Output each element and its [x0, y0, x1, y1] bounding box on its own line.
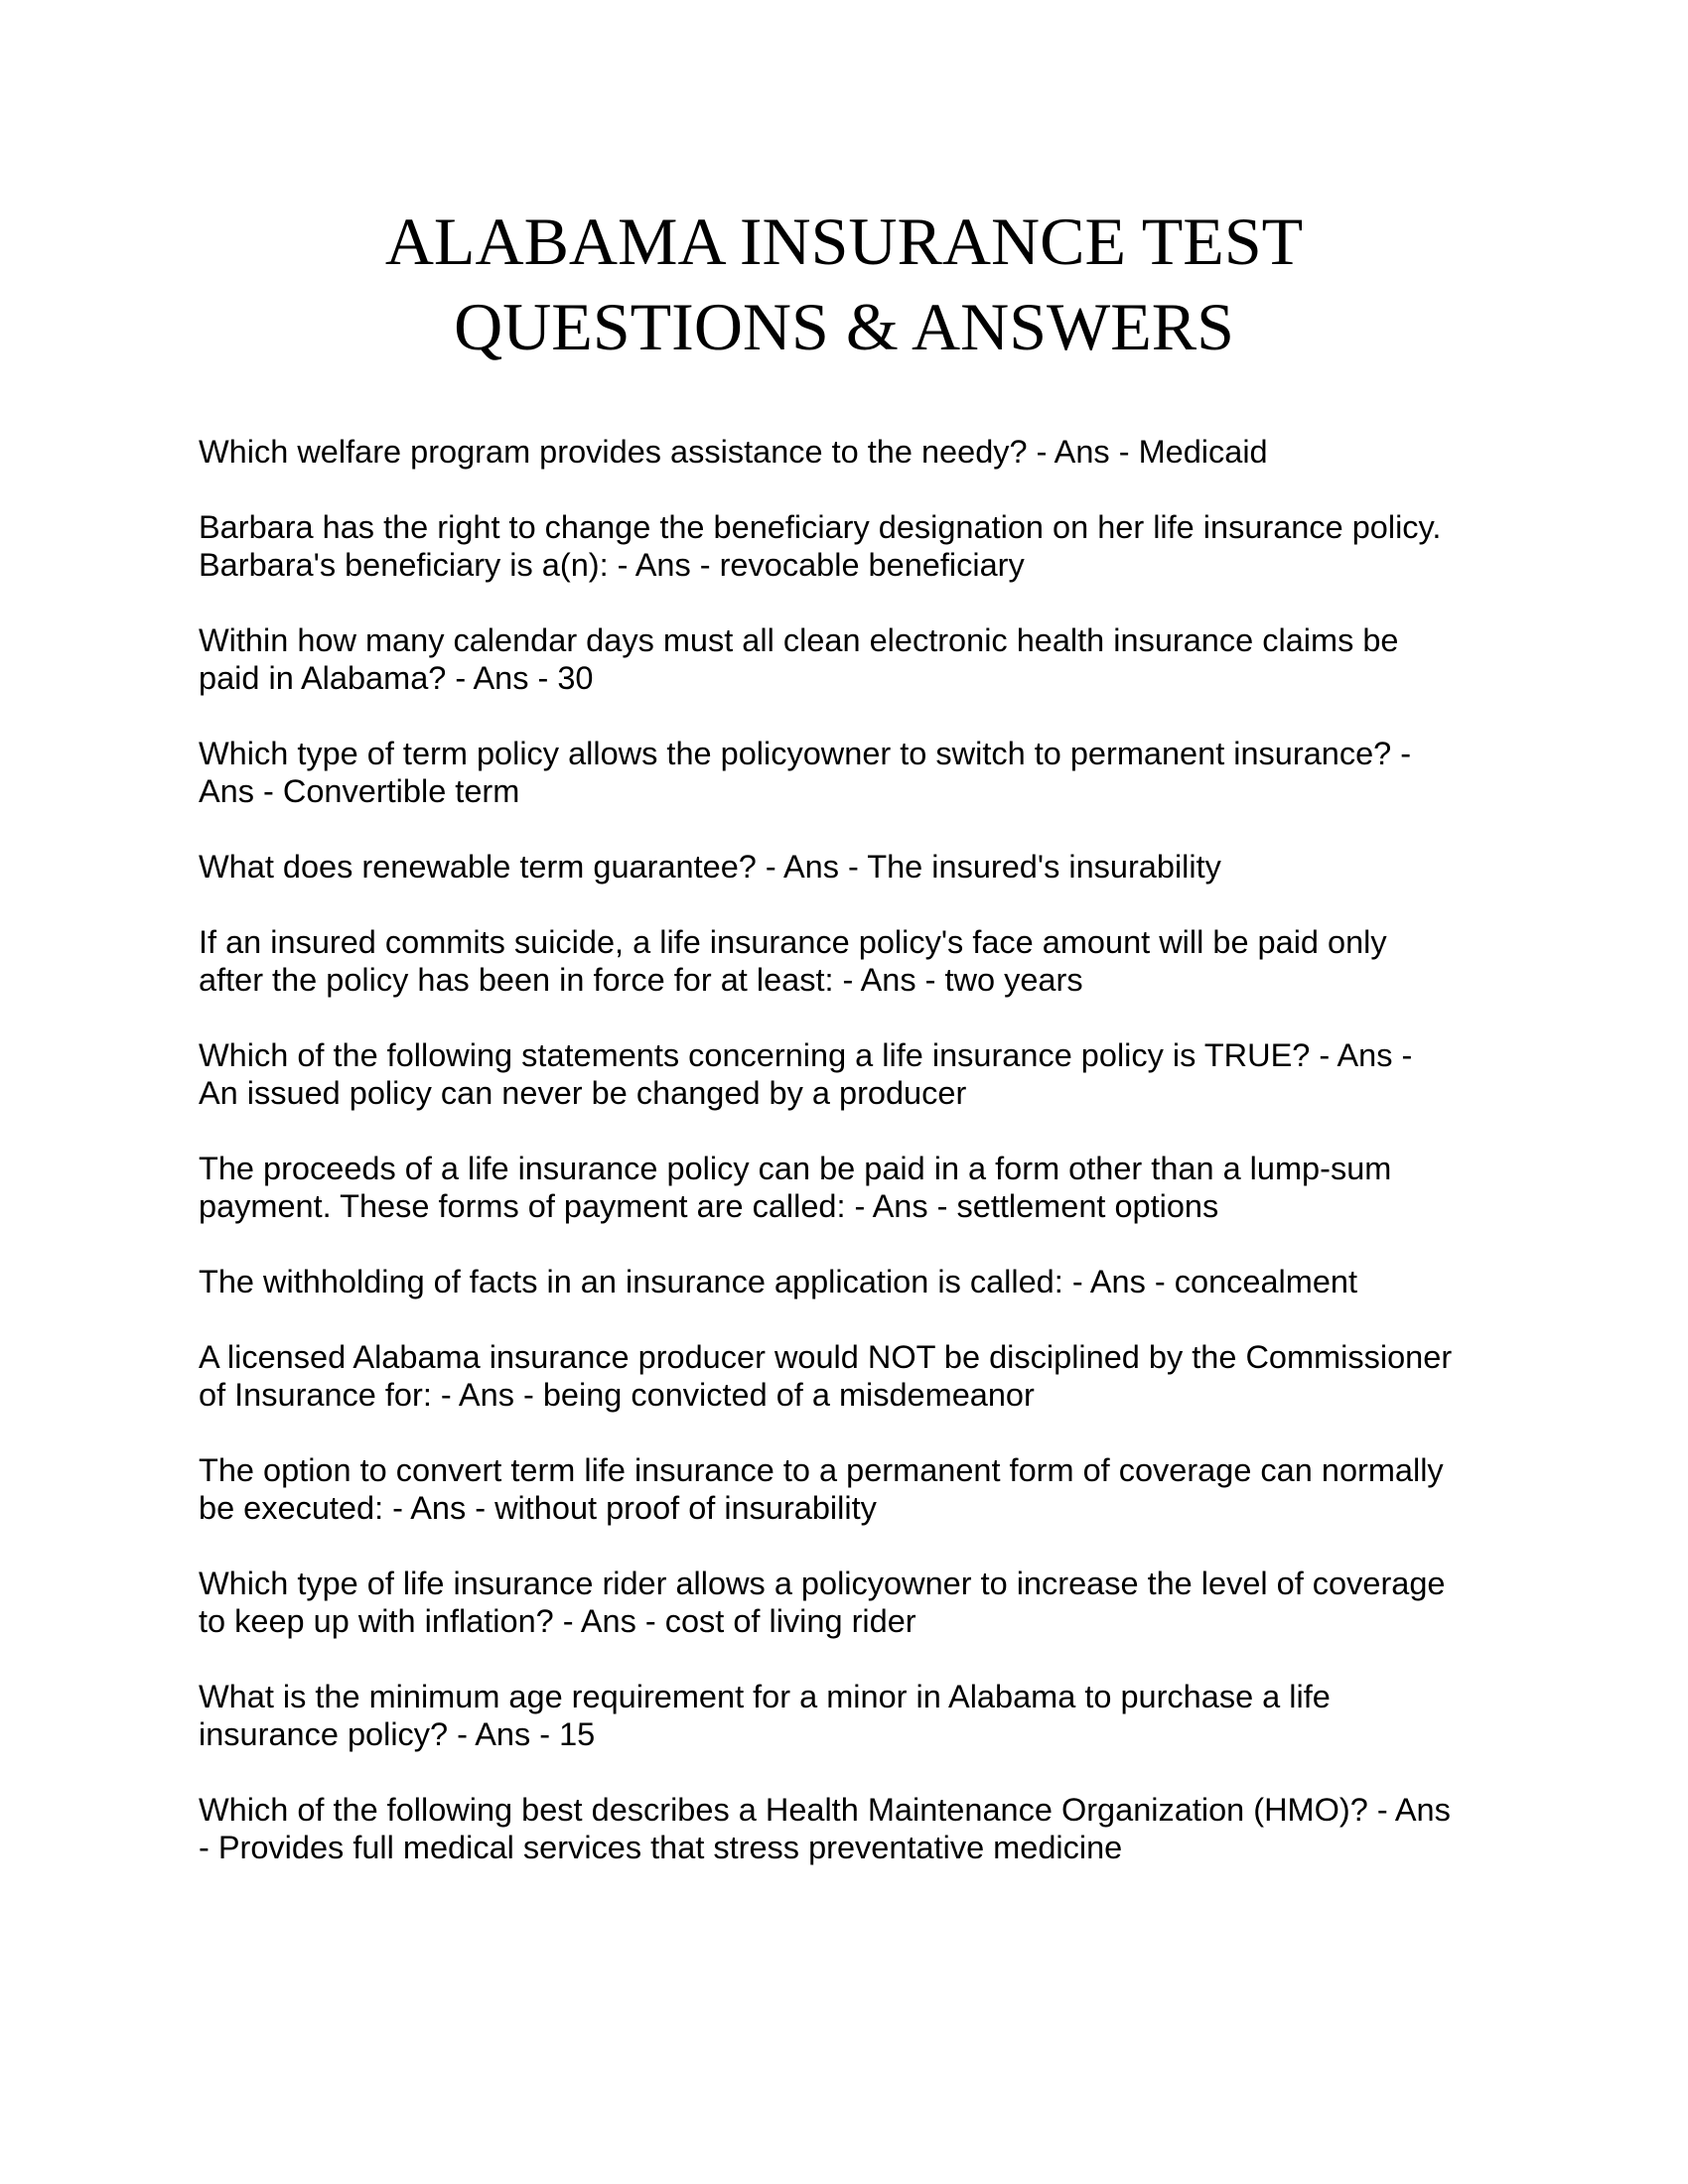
qa-item	[199, 433, 1509, 471]
qa-text-line: be executed: - Ans - without proof of insurability	[199, 1490, 877, 1526]
qa-text-line: payment. These forms of payment are called: - Ans - settlement options	[199, 1188, 1219, 1224]
qa-text-line: paid in Alabama? - Ans - 30	[199, 660, 594, 696]
qa-text-line: A licensed Alabama insurance producer would NOT be disciplined by the Commissioner	[199, 1339, 1453, 1375]
qa-text-line: If an insured commits suicide, a life insurance policy's face amount will be paid only	[199, 924, 1387, 960]
qa-item	[199, 923, 1509, 999]
qa-item	[199, 1451, 1509, 1527]
qa-text-line: Barbara has the right to change the beneficiary designation on her life insurance policy.	[199, 509, 1442, 545]
qa-item	[199, 1263, 1509, 1300]
qa-text-line: of Insurance for: - Ans - being convicted of a misdemeanor	[199, 1377, 1035, 1413]
qa-text-line: Which welfare program provides assistance to the needy? - Ans - Medicaid	[199, 434, 1268, 470]
qa-item	[199, 508, 1509, 584]
qa-item	[199, 1150, 1509, 1225]
qa-text-line: Which of the following statements concerning a life insurance policy is TRUE? - Ans -	[199, 1037, 1413, 1073]
qa-item	[199, 621, 1509, 697]
qa-item	[199, 848, 1509, 886]
qa-text-line: to keep up with inflation? - Ans - cost of living rider	[199, 1603, 916, 1639]
qa-item	[199, 1338, 1509, 1414]
qa-item	[199, 1791, 1509, 1866]
qa-item	[199, 735, 1509, 810]
qa-text-line: after the policy has been in force for at least: - Ans - two years	[199, 962, 1083, 998]
qa-text-line: The option to convert term life insurance to a permanent form of coverage can normally	[199, 1452, 1444, 1488]
qa-text-line: What is the minimum age requirement for a minor in Alabama to purchase a life	[199, 1679, 1331, 1714]
qa-text-line: An issued policy can never be changed by a producer	[199, 1075, 967, 1111]
qa-item	[199, 1678, 1509, 1753]
page-title	[199, 199, 1489, 369]
qa-text-line: Which type of term policy allows the policyowner to switch to permanent insurance? -	[199, 736, 1412, 771]
qa-text-line: insurance policy? - Ans - 15	[199, 1716, 596, 1752]
title-line-2: QUESTIONS & ANSWERS	[454, 289, 1234, 364]
qa-text-line: Which type of life insurance rider allows a policyowner to increase the level of coverage	[199, 1566, 1446, 1601]
qa-text-line: Within how many calendar days must all clean electronic health insurance claims be	[199, 622, 1399, 658]
qa-item	[199, 1565, 1509, 1640]
title-line-1: ALABAMA INSURANCE TEST	[384, 204, 1304, 279]
qa-text-line: Which of the following best describes a Health Maintenance Organization (HMO)? - Ans	[199, 1792, 1451, 1828]
qa-text-line: What does renewable term guarantee? - Ans - The insured's insurability	[199, 849, 1221, 885]
qa-text-line: - Provides full medical services that stress preventative medicine	[199, 1830, 1123, 1865]
qa-text-line: The proceeds of a life insurance policy can be paid in a form other than a lump-sum	[199, 1151, 1392, 1186]
qa-text-line: Ans - Convertible term	[199, 773, 520, 809]
qa-text-line: The withholding of facts in an insurance application is called: - Ans - concealment	[199, 1264, 1358, 1299]
qa-text-line: Barbara's beneficiary is a(n): - Ans - revocable beneficiary	[199, 547, 1025, 583]
qa-item	[199, 1036, 1509, 1112]
qa-list	[199, 433, 1509, 1904]
